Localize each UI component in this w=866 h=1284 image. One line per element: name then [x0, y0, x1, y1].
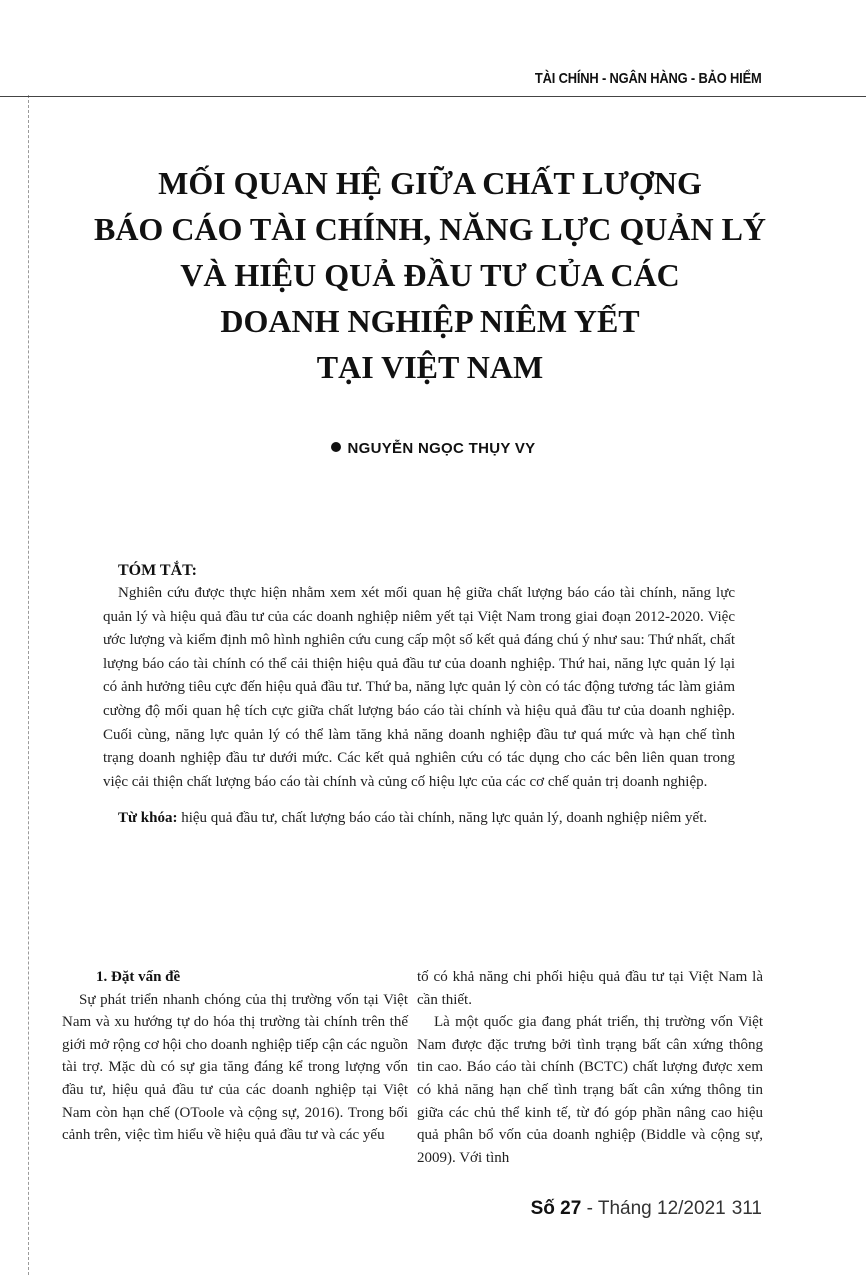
header-rule: [0, 96, 866, 97]
issue-number: Số 27: [530, 1198, 582, 1219]
column-left: [62, 966, 408, 1147]
title-line: BÁO CÁO TÀI CHÍNH, NĂNG LỰC QUẢN LÝ: [93, 211, 767, 247]
abstract-text: Nghiên cứu được thực hiện nhằm xem xét mối quan hệ giữa chất lượng báo cáo tài chính, năng lực quản lý và hiệu quả đầu tư của các doanh nghiệp niêm yết tại Việt Nam trong giai đoạn 2012-2020. Việc ước lượng và kiểm định mô hình nghiên cứu cung cấp một số kết quả đáng chú ý như sau: Thứ nhất, chất lượng báo cáo tài chính có thể cải thiện hiệu quả đầu tư của doanh nghiệp. Thứ hai, năng lực quản lý lại có ảnh hưởng tiêu cực đến hiệu quả đầu tư. Thứ ba, năng lực quản lý còn có tác động tương tác làm giảm cường độ mối quan hệ tích cực giữa chất lượng báo cáo tài chính và hiệu quả đầu tư của doanh nghiệp. Cuối cùng, năng lực quản lý có thể làm tăng khả năng doanh nghiệp đầu tư quá mức và hạn chế tình trạng doanh nghiệp đầu tư dưới mức. Các kết quả nghiên cứu có tác dụng cho các bên liên quan trong việc cải thiện chất lượng báo cáo tài chính và củng cố hiệu lực của các cơ chế quản trị doanh nghiệp.: [103, 585, 735, 790]
column-right: [417, 966, 763, 1169]
running-head: TÀI CHÍNH - NGÂN HÀNG - BẢO HIỂM: [535, 70, 762, 87]
page-number: 311: [731, 1198, 762, 1219]
keywords-label: Từ khóa:: [118, 810, 178, 826]
bullet-icon: [331, 442, 341, 452]
article-title: [60, 160, 800, 390]
author-name: NGUYỄN NGỌC THỤY VY: [347, 440, 536, 457]
keywords: [103, 807, 735, 831]
issue-date: - Tháng 12/2021: [581, 1198, 726, 1219]
paragraph-continuation: tố có khả năng chi phối hiệu quả đầu tư tại Việt Nam là cần thiết.: [417, 969, 763, 1008]
author-line: [0, 440, 866, 457]
abstract-heading: TÓM TẮT:: [118, 562, 197, 579]
paragraph: Sự phát triển nhanh chóng của thị trường vốn tại Việt Nam và xu hướng tự do hóa thị trường tài chính trên thế giới mở rộng cơ hội cho doanh nghiệp tiếp cận các nguồn tài trợ. Mặc dù có sự gia tăng đáng kể trong lượng vốn đầu tư, hiệu quả đầu tư của các doanh nghiệp tại Việt Nam còn hạn chế (OToole và cộng sự, 2016). Trong bối cảnh trên, việc tìm hiểu về hiệu quả đầu tư và các yếu: [62, 991, 408, 1144]
title-line: VÀ HIỆU QUẢ ĐẦU TƯ CỦA CÁC: [180, 257, 680, 293]
margin-dashed-line: [28, 95, 29, 1275]
title-line: DOANH NGHIỆP NIÊM YẾT: [220, 303, 640, 339]
paragraph: Là một quốc gia đang phát triển, thị trường vốn Việt Nam được đặc trưng bởi tình trạng bất cân xứng thông tin cao. Báo cáo tài chính (BCTC) chất lượng được xem có khả năng hạn chế tình trạng bất cân xứng thông tin giữa các chủ thể kinh tế, từ đó góp phần nâng cao hiệu quả phân bổ vốn của doanh nghiệp (Biddle và cộng sự, 2009). Với tình: [417, 1014, 763, 1166]
abstract-body: [103, 582, 735, 794]
title-line: MỐI QUAN HỆ GIỮA CHẤT LƯỢNG: [158, 165, 702, 201]
section-heading: 1. Đặt vấn đề: [96, 969, 181, 985]
keywords-text: hiệu quả đầu tư, chất lượng báo cáo tài chính, năng lực quản lý, doanh nghiệp niêm yết.: [181, 810, 708, 826]
title-line: TẠI VIỆT NAM: [316, 349, 544, 385]
page-footer: [531, 1198, 762, 1220]
